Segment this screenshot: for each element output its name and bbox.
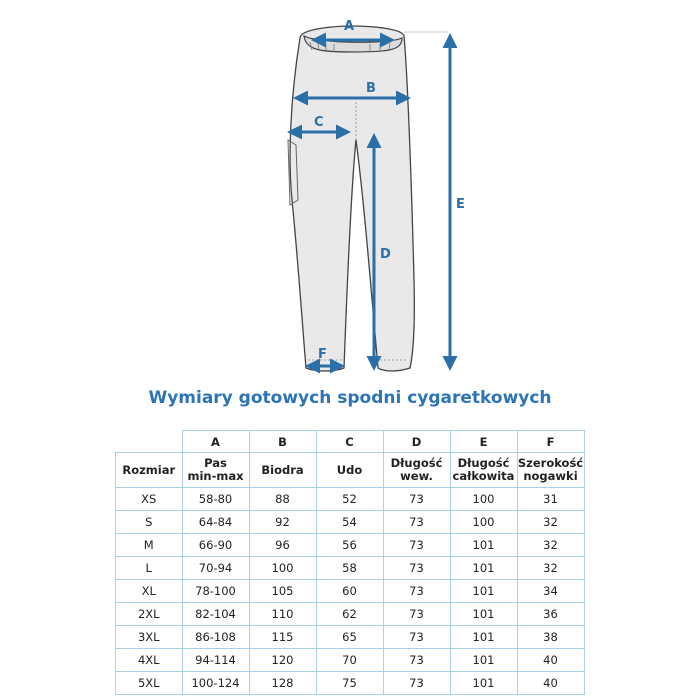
size-table bbox=[115, 430, 585, 695]
table-cell: 70 bbox=[316, 649, 383, 672]
table-cell: 36 bbox=[517, 603, 584, 626]
table-cell: 100 bbox=[249, 557, 316, 580]
col-letter: A bbox=[182, 431, 249, 453]
table-cell: 73 bbox=[383, 488, 450, 511]
table-cell: 101 bbox=[450, 626, 517, 649]
table-cell: 54 bbox=[316, 511, 383, 534]
table-cell: 32 bbox=[517, 557, 584, 580]
table-cell: 64-84 bbox=[182, 511, 249, 534]
table-row bbox=[116, 534, 585, 557]
table-cell: 65 bbox=[316, 626, 383, 649]
col-header: Długość wew. bbox=[383, 453, 450, 488]
table-cell: 100 bbox=[450, 511, 517, 534]
label-f: F bbox=[318, 347, 327, 362]
table-cell: 110 bbox=[249, 603, 316, 626]
pants-body bbox=[290, 26, 414, 371]
col-header: Pas min-max bbox=[182, 453, 249, 488]
table-cell: 66-90 bbox=[182, 534, 249, 557]
table-cell: 75 bbox=[316, 672, 383, 695]
col-letter: C bbox=[316, 431, 383, 453]
table-cell: 40 bbox=[517, 649, 584, 672]
table-cell: 100-124 bbox=[182, 672, 249, 695]
table-cell: 32 bbox=[517, 534, 584, 557]
table-cell: 100 bbox=[450, 488, 517, 511]
pants-illustration bbox=[288, 26, 414, 371]
table-row bbox=[116, 649, 585, 672]
size-cell: XL bbox=[116, 580, 183, 603]
table-row bbox=[116, 557, 585, 580]
label-d: D bbox=[380, 247, 391, 262]
table-row bbox=[116, 672, 585, 695]
table-cell: 60 bbox=[316, 580, 383, 603]
table-cell: 105 bbox=[249, 580, 316, 603]
table-cell: 101 bbox=[450, 603, 517, 626]
table-row bbox=[116, 626, 585, 649]
col-letter: B bbox=[249, 431, 316, 453]
table-cell: 115 bbox=[249, 626, 316, 649]
table-cell: 101 bbox=[450, 580, 517, 603]
col-header: Udo bbox=[316, 453, 383, 488]
col-letter: D bbox=[383, 431, 450, 453]
table-cell: 70-94 bbox=[182, 557, 249, 580]
row-header: Rozmiar bbox=[116, 453, 183, 488]
size-cell: XS bbox=[116, 488, 183, 511]
size-cell: 5XL bbox=[116, 672, 183, 695]
table-cell: 94-114 bbox=[182, 649, 249, 672]
size-cell: 2XL bbox=[116, 603, 183, 626]
size-cell: 3XL bbox=[116, 626, 183, 649]
table-cell: 73 bbox=[383, 672, 450, 695]
table-row bbox=[116, 488, 585, 511]
size-cell: S bbox=[116, 511, 183, 534]
table-cell: 31 bbox=[517, 488, 584, 511]
table-cell: 86-108 bbox=[182, 626, 249, 649]
size-cell: L bbox=[116, 557, 183, 580]
size-table-body bbox=[116, 488, 585, 695]
col-letter: F bbox=[517, 431, 584, 453]
table-cell: 56 bbox=[316, 534, 383, 557]
table-cell: 62 bbox=[316, 603, 383, 626]
page-title: Wymiary gotowych spodni cygaretkowych bbox=[148, 388, 552, 408]
table-cell: 101 bbox=[450, 534, 517, 557]
col-header: Szerokość nogawki bbox=[517, 453, 584, 488]
table-cell: 128 bbox=[249, 672, 316, 695]
table-cell: 73 bbox=[383, 557, 450, 580]
table-cell: 52 bbox=[316, 488, 383, 511]
table-cell: 73 bbox=[383, 626, 450, 649]
table-cell: 73 bbox=[383, 580, 450, 603]
table-cell: 58-80 bbox=[182, 488, 249, 511]
size-cell: 4XL bbox=[116, 649, 183, 672]
table-row bbox=[116, 580, 585, 603]
label-b: B bbox=[366, 81, 376, 96]
col-header: Długość całkowita bbox=[450, 453, 517, 488]
col-header: Biodra bbox=[249, 453, 316, 488]
table-cell: 73 bbox=[383, 534, 450, 557]
table-cell: 96 bbox=[249, 534, 316, 557]
table-cell: 92 bbox=[249, 511, 316, 534]
table-cell: 73 bbox=[383, 649, 450, 672]
table-cell: 38 bbox=[517, 626, 584, 649]
table-cell: 78-100 bbox=[182, 580, 249, 603]
size-cell: M bbox=[116, 534, 183, 557]
table-row bbox=[116, 511, 585, 534]
header-row bbox=[116, 453, 585, 488]
label-a: A bbox=[344, 19, 355, 34]
label-e: E bbox=[456, 197, 465, 212]
table-row bbox=[116, 603, 585, 626]
col-letter: E bbox=[450, 431, 517, 453]
letters-row bbox=[116, 431, 585, 453]
table-cell: 120 bbox=[249, 649, 316, 672]
label-c: C bbox=[314, 115, 324, 130]
table-cell: 40 bbox=[517, 672, 584, 695]
table-cell: 88 bbox=[249, 488, 316, 511]
table-cell: 73 bbox=[383, 511, 450, 534]
table-cell: 32 bbox=[517, 511, 584, 534]
table-cell: 101 bbox=[450, 557, 517, 580]
table-cell: 82-104 bbox=[182, 603, 249, 626]
table-cell: 58 bbox=[316, 557, 383, 580]
table-cell: 101 bbox=[450, 649, 517, 672]
table-cell: 73 bbox=[383, 603, 450, 626]
table-cell: 34 bbox=[517, 580, 584, 603]
table-cell: 101 bbox=[450, 672, 517, 695]
